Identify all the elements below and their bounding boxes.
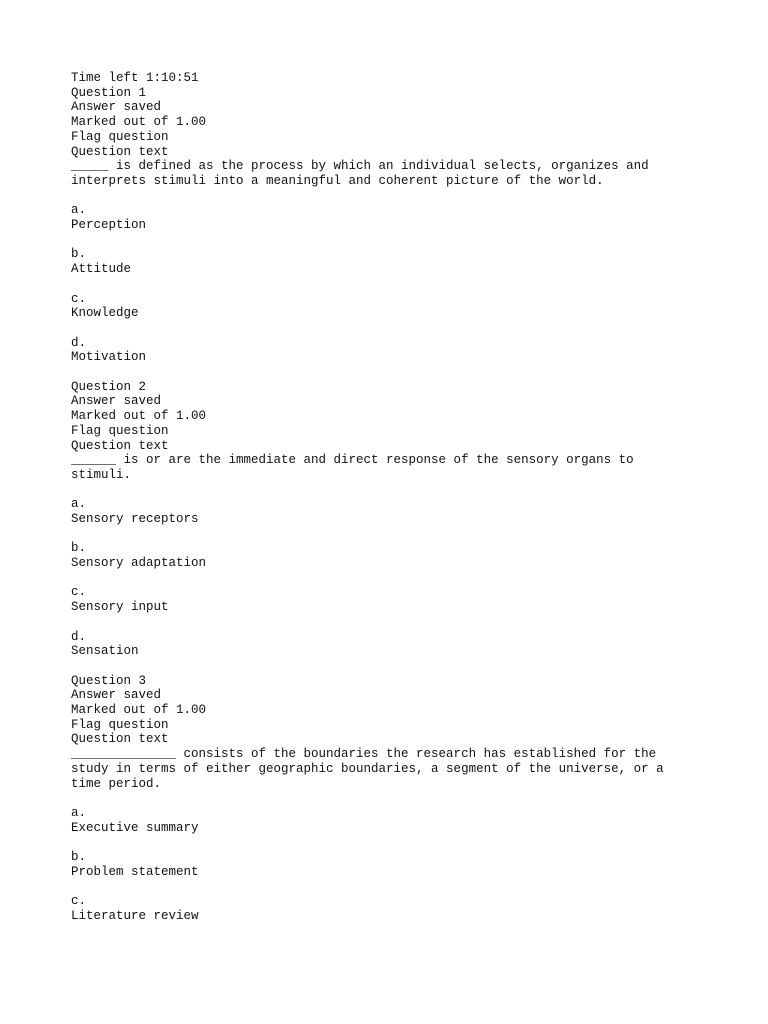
question-marks: Marked out of 1.00 xyxy=(71,115,207,130)
option-letter: b. xyxy=(71,850,87,865)
answer-option[interactable] xyxy=(71,630,691,659)
option-letter: c. xyxy=(71,585,87,600)
answer-option[interactable] xyxy=(71,336,691,365)
question-number: Question 1 xyxy=(71,85,147,100)
flag-question-link[interactable]: Flag question xyxy=(71,717,169,732)
question-block xyxy=(71,86,691,365)
option-letter: c. xyxy=(71,894,87,909)
option-label: Attitude xyxy=(71,262,132,277)
answer-option[interactable] xyxy=(71,585,691,614)
answer-option[interactable] xyxy=(71,203,691,232)
question-marks: Marked out of 1.00 xyxy=(71,703,207,718)
answer-option[interactable] xyxy=(71,894,691,923)
question-text: _____ is defined as the process by which an individual selects, organizes and interprets stimuli into a meaningful and coherent picture of the world. xyxy=(71,159,657,188)
option-label: Motivation xyxy=(71,350,147,365)
answer-option[interactable] xyxy=(71,806,691,835)
answer-option[interactable] xyxy=(71,292,691,321)
option-label: Perception xyxy=(71,218,147,233)
quiz-page xyxy=(71,71,691,924)
option-letter: a. xyxy=(71,805,87,820)
option-label: Sensory adaptation xyxy=(71,556,207,571)
option-letter: d. xyxy=(71,629,87,644)
answer-option[interactable] xyxy=(71,850,691,879)
question-block xyxy=(71,674,691,924)
answer-option[interactable] xyxy=(71,247,691,276)
question-number: Question 3 xyxy=(71,673,147,688)
option-letter: c. xyxy=(71,291,87,306)
question-marks: Marked out of 1.00 xyxy=(71,409,207,424)
question-text: ______________ consists of the boundaries the research has established for the study in terms of either geographic boundaries, a segment of the universe, or a time period. xyxy=(71,747,672,791)
answer-status: Answer saved xyxy=(71,394,162,409)
question-block xyxy=(71,380,691,659)
question-number: Question 2 xyxy=(71,379,147,394)
option-label: Executive summary xyxy=(71,820,199,835)
option-letter: a. xyxy=(71,497,87,512)
option-letter: d. xyxy=(71,335,87,350)
question-text-label: Question text xyxy=(71,732,169,747)
option-label: Sensory input xyxy=(71,600,169,615)
question-text-label: Question text xyxy=(71,438,169,453)
option-letter: b. xyxy=(71,247,87,262)
option-label: Sensory receptors xyxy=(71,512,199,526)
flag-question-link[interactable]: Flag question xyxy=(71,129,169,144)
answer-status: Answer saved xyxy=(71,688,162,703)
option-letter: a. xyxy=(71,203,87,218)
option-label: Literature review xyxy=(71,908,199,923)
question-text: ______ is or are the immediate and direct response of the sensory organs to stimuli. xyxy=(71,453,642,482)
answer-option[interactable] xyxy=(71,497,691,526)
flag-question-link[interactable]: Flag question xyxy=(71,423,169,438)
option-label: Problem statement xyxy=(71,864,199,879)
option-label: Knowledge xyxy=(71,306,139,321)
time-left: Time left 1:10:51 xyxy=(71,71,199,85)
answer-status: Answer saved xyxy=(71,100,162,115)
answer-option[interactable] xyxy=(71,541,691,570)
option-letter: b. xyxy=(71,541,87,556)
option-label: Sensation xyxy=(71,644,139,659)
question-text-label: Question text xyxy=(71,144,169,159)
